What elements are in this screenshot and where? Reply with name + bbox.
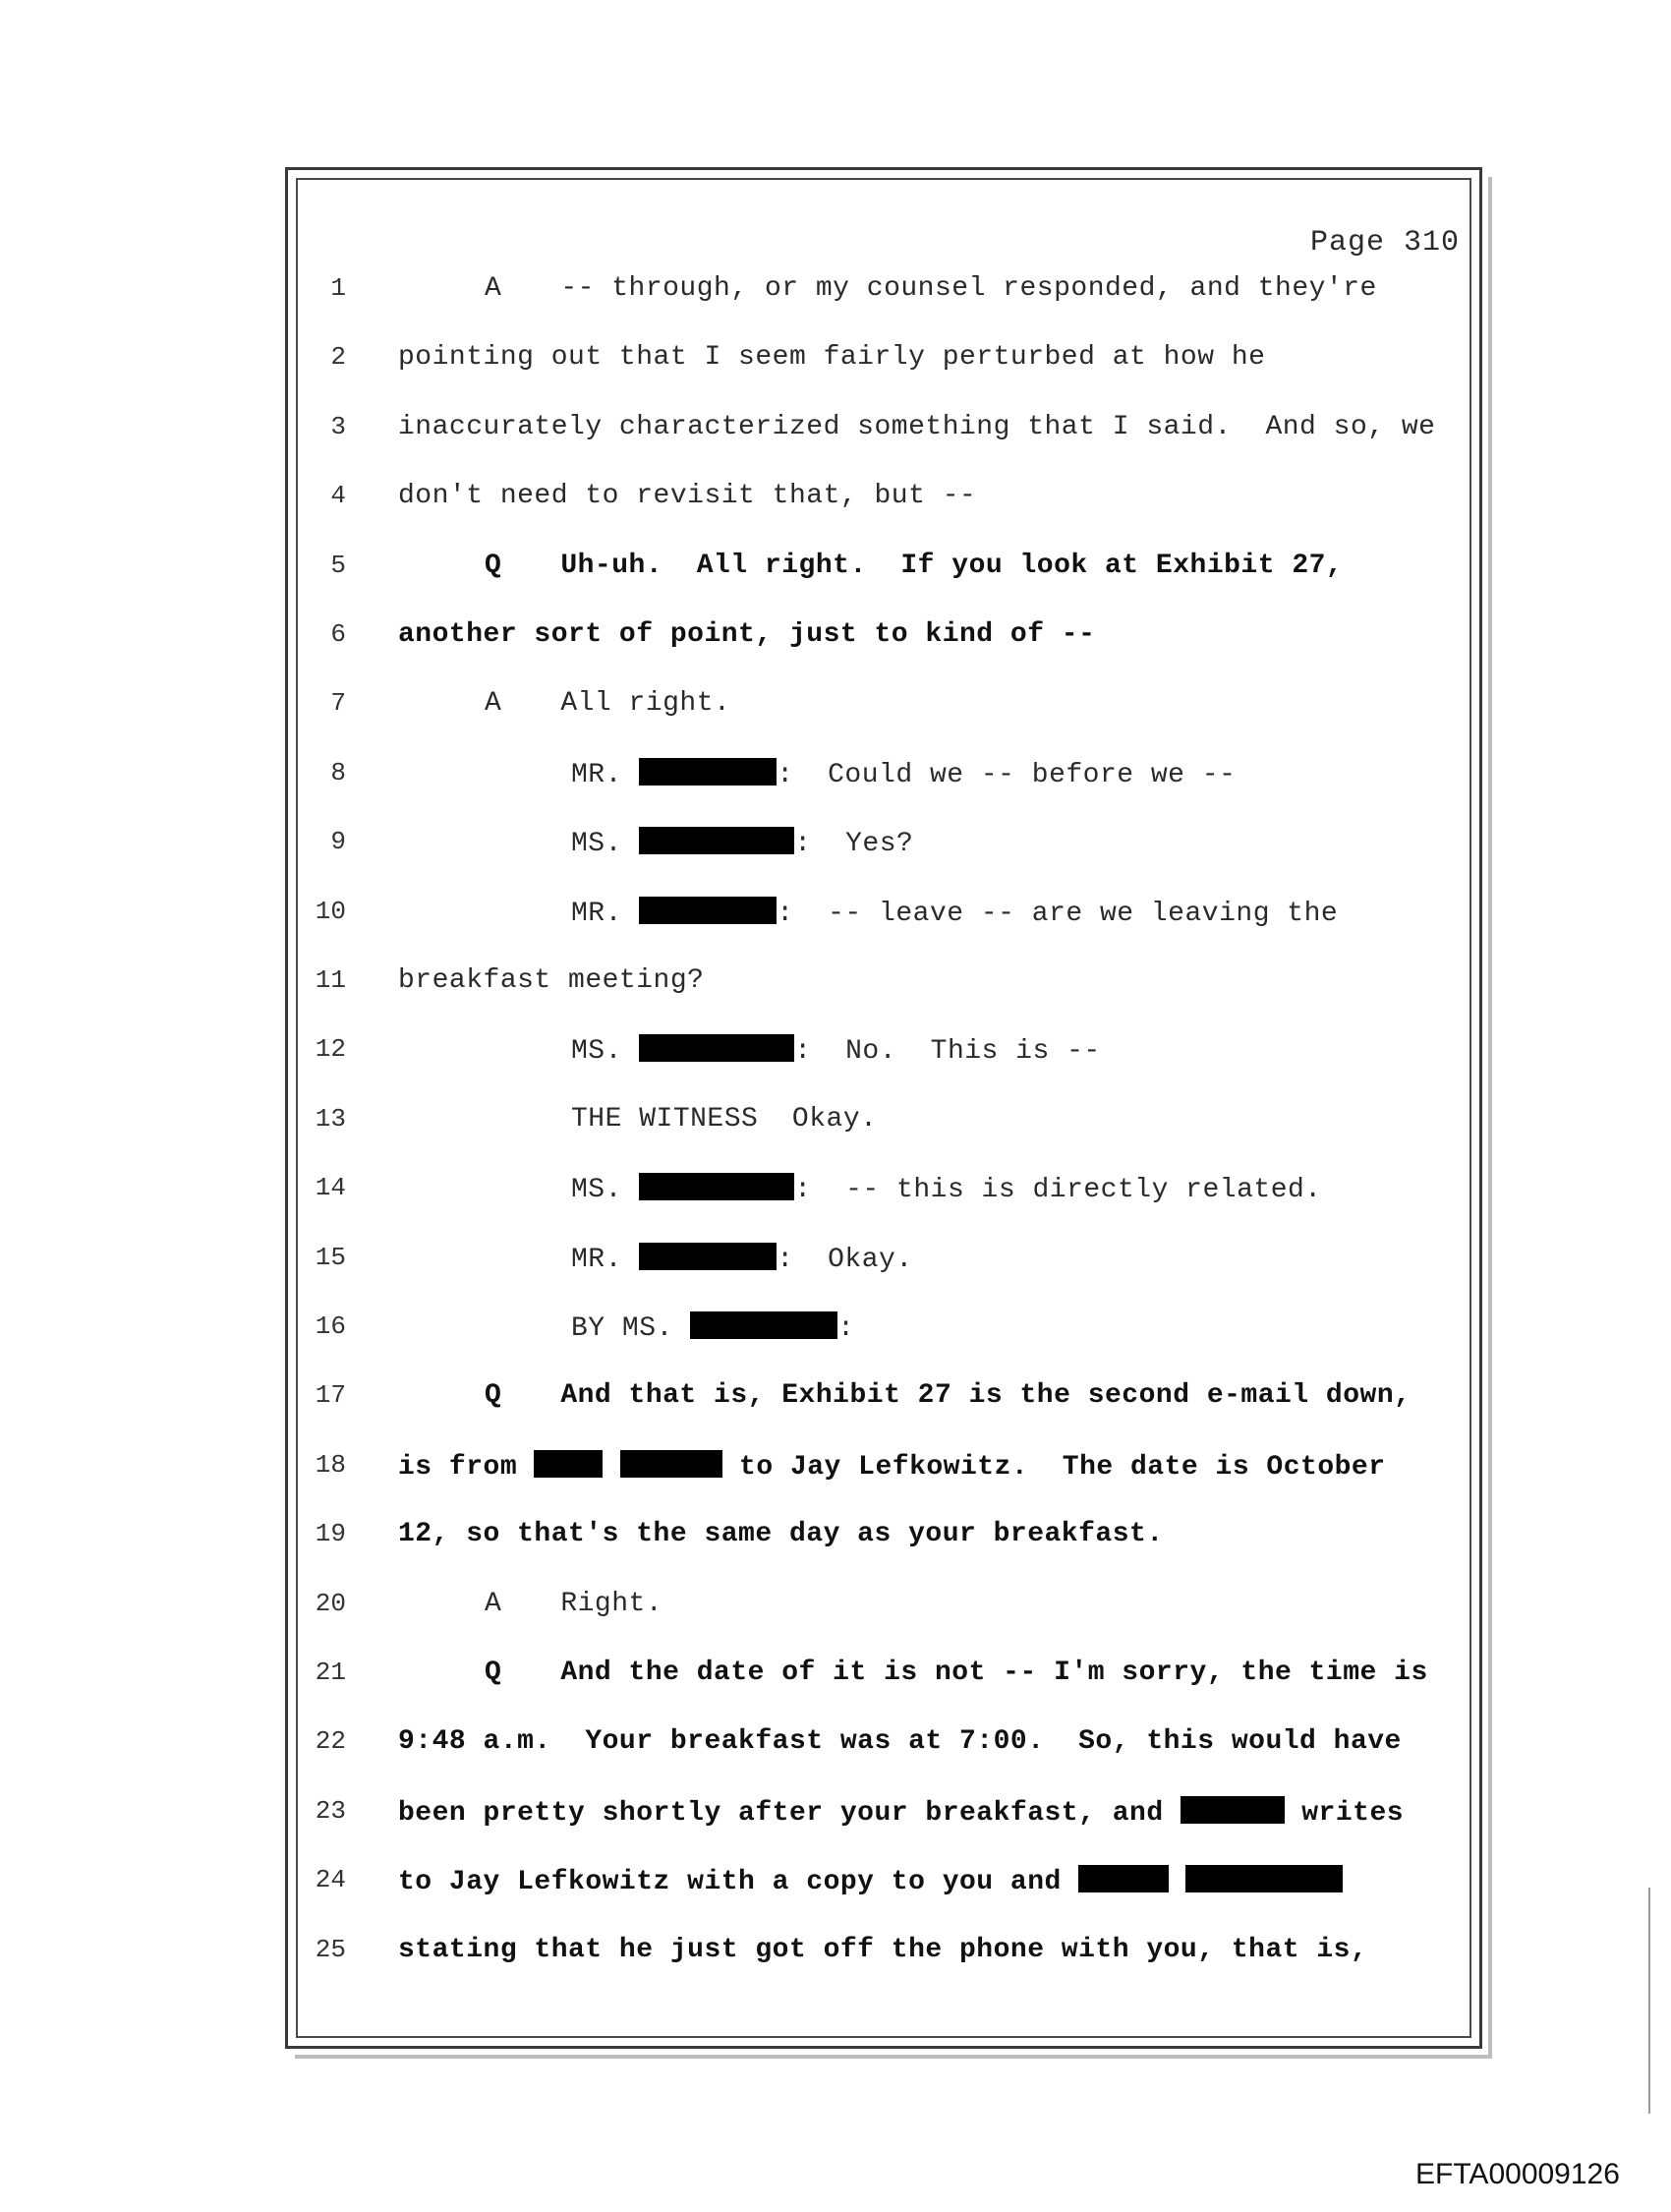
line-number: 15	[315, 1242, 346, 1272]
text-segment: MR.	[571, 759, 640, 790]
document-id: EFTA00009126	[1415, 2158, 1620, 2190]
line-number: 2	[330, 342, 346, 373]
line-text	[398, 1865, 1343, 1897]
line-text	[398, 412, 1435, 442]
redaction-bar	[639, 827, 794, 854]
transcript-line	[0, 1658, 1671, 1707]
line-number: 22	[315, 1726, 346, 1757]
line-number: 17	[315, 1380, 346, 1411]
line-number: 20	[315, 1588, 346, 1618]
text-segment: Right.	[560, 1588, 663, 1619]
text-segment: A	[485, 688, 502, 720]
text-segment: Q	[485, 1380, 502, 1412]
line-text	[398, 965, 704, 996]
text-segment: Q	[485, 1658, 502, 1688]
redaction-bar	[1185, 1865, 1343, 1892]
page-number: Page 310	[1309, 226, 1460, 260]
redaction-bar	[639, 1034, 794, 1062]
text-segment: MS.	[571, 1175, 640, 1206]
line-number: 6	[330, 619, 346, 649]
text-segment: : -- leave -- are we leaving the	[777, 898, 1339, 929]
line-number: 13	[315, 1103, 346, 1134]
text-segment: Q	[485, 550, 502, 581]
text-segment: BY MS.	[571, 1313, 691, 1344]
transcript-line	[0, 619, 1671, 669]
text-segment: A	[485, 273, 502, 304]
transcript-line	[0, 1935, 1671, 1984]
line-text	[571, 827, 913, 859]
text-segment: to Jay Lefkowitz with a copy to you and	[398, 1867, 1079, 1898]
transcript-line	[0, 758, 1671, 807]
text-segment: -- through, or my counsel responded, and they're	[560, 273, 1377, 304]
transcript-line	[0, 1034, 1671, 1083]
redaction-bar	[534, 1450, 603, 1478]
transcript-line	[0, 1519, 1671, 1568]
line-number: 24	[315, 1865, 346, 1895]
transcript-line	[0, 1104, 1671, 1153]
line-text	[398, 1726, 1402, 1757]
text-segment: don't need to revisit that, but --	[398, 481, 977, 512]
line-text	[485, 1658, 1428, 1688]
transcript-line	[0, 412, 1671, 461]
line-text	[571, 1034, 1101, 1067]
line-text	[571, 1104, 877, 1135]
line-text	[571, 1311, 854, 1344]
text-segment: MS.	[571, 829, 640, 860]
transcript-line	[0, 1243, 1671, 1292]
line-text	[485, 273, 1377, 304]
text-segment: And that is, Exhibit 27 is the second e-mail down,	[560, 1380, 1412, 1412]
transcript-line	[0, 551, 1671, 600]
transcript-line	[0, 897, 1671, 946]
text-segment: : No. This is --	[794, 1036, 1101, 1068]
line-text	[485, 1380, 1411, 1411]
transcript-line	[0, 1796, 1671, 1845]
text-segment: : Yes?	[794, 829, 914, 860]
line-number: 1	[330, 273, 346, 303]
line-number: 12	[315, 1034, 346, 1065]
transcript-line	[0, 688, 1671, 737]
line-text	[485, 688, 730, 719]
redaction-bar	[639, 897, 777, 924]
line-text	[398, 1796, 1404, 1829]
line-number: 7	[330, 688, 346, 719]
text-segment: All right.	[560, 688, 731, 720]
line-number: 11	[315, 965, 346, 995]
line-number: 21	[315, 1658, 346, 1687]
line-number: 14	[315, 1173, 346, 1203]
line-text	[398, 1519, 1164, 1549]
text-segment: And the date of it is not -- I'm sorry, the time is	[560, 1658, 1428, 1688]
line-number: 25	[315, 1934, 346, 1964]
text-segment: to Jay Lefkowitz. The date is October	[721, 1451, 1386, 1483]
line-number: 19	[315, 1519, 346, 1549]
text-segment: inaccurately characterized something that I said. And so, we	[398, 411, 1436, 442]
text-segment: another sort of point, just to kind of --	[398, 619, 1096, 650]
line-number: 3	[330, 411, 346, 441]
text-segment: stating that he just got off the phone with you, that is,	[398, 1934, 1368, 1965]
text-segment: Uh-uh. All right. If you look at Exhibit 27,	[560, 550, 1344, 581]
transcript-line	[0, 827, 1671, 876]
scan-edge-mark	[1648, 1888, 1650, 2114]
line-text	[485, 551, 1343, 581]
transcript-line	[0, 1726, 1671, 1775]
text-segment: been pretty shortly after your breakfast, and	[398, 1797, 1181, 1829]
line-text	[398, 481, 976, 511]
transcript-line	[0, 273, 1671, 322]
transcript-line	[0, 1865, 1671, 1914]
text-segment	[603, 1452, 619, 1483]
transcript-line	[0, 1589, 1671, 1638]
transcript-line	[0, 1380, 1671, 1429]
text-segment: pointing out that I seem fairly perturbed at how he	[398, 342, 1266, 374]
text-segment: writes	[1284, 1797, 1405, 1829]
text-segment: 12, so that's the same day as your breakfast.	[398, 1519, 1164, 1550]
line-text	[485, 1589, 663, 1619]
transcript-line	[0, 342, 1671, 391]
line-number: 16	[315, 1311, 346, 1341]
text-segment: THE WITNESS Okay.	[571, 1103, 878, 1135]
transcript-line	[0, 481, 1671, 530]
transcript-line	[0, 1173, 1671, 1222]
line-number: 4	[330, 481, 346, 511]
line-number: 8	[330, 757, 346, 787]
redaction-bar	[690, 1311, 837, 1339]
line-number: 5	[330, 550, 346, 580]
text-segment: MS.	[571, 1036, 640, 1068]
text-segment: : Could we -- before we --	[777, 759, 1237, 790]
text-segment: 9:48 a.m. Your breakfast was at 7:00. So, this would have	[398, 1726, 1402, 1758]
line-text	[571, 1173, 1322, 1205]
transcript-line	[0, 1450, 1671, 1499]
text-segment: :	[837, 1313, 855, 1344]
line-number: 23	[315, 1795, 346, 1826]
text-segment: A	[485, 1588, 502, 1619]
text-segment: is from	[398, 1451, 535, 1483]
line-text	[398, 1935, 1367, 1965]
transcript-line	[0, 1311, 1671, 1361]
redaction-bar	[1181, 1796, 1285, 1824]
text-segment	[1169, 1867, 1185, 1897]
redaction-bar	[639, 1243, 777, 1270]
line-number: 10	[315, 896, 346, 926]
redaction-bar	[1078, 1865, 1169, 1892]
line-text	[398, 1450, 1386, 1483]
redaction-bar	[639, 1173, 794, 1200]
redaction-bar	[639, 758, 777, 786]
text-segment: : Okay.	[777, 1244, 913, 1275]
transcript-line	[0, 965, 1671, 1015]
line-text	[571, 1243, 913, 1275]
text-segment: breakfast meeting?	[398, 965, 705, 996]
text-segment: : -- this is directly related.	[794, 1175, 1322, 1206]
text-segment: MR.	[571, 1244, 640, 1275]
redaction-bar	[620, 1450, 722, 1478]
line-text	[571, 897, 1338, 929]
line-text	[398, 619, 1095, 650]
line-number: 18	[315, 1449, 346, 1480]
text-segment: MR.	[571, 898, 640, 929]
line-text	[398, 342, 1265, 373]
line-number: 9	[330, 827, 346, 857]
line-text	[571, 758, 1236, 790]
